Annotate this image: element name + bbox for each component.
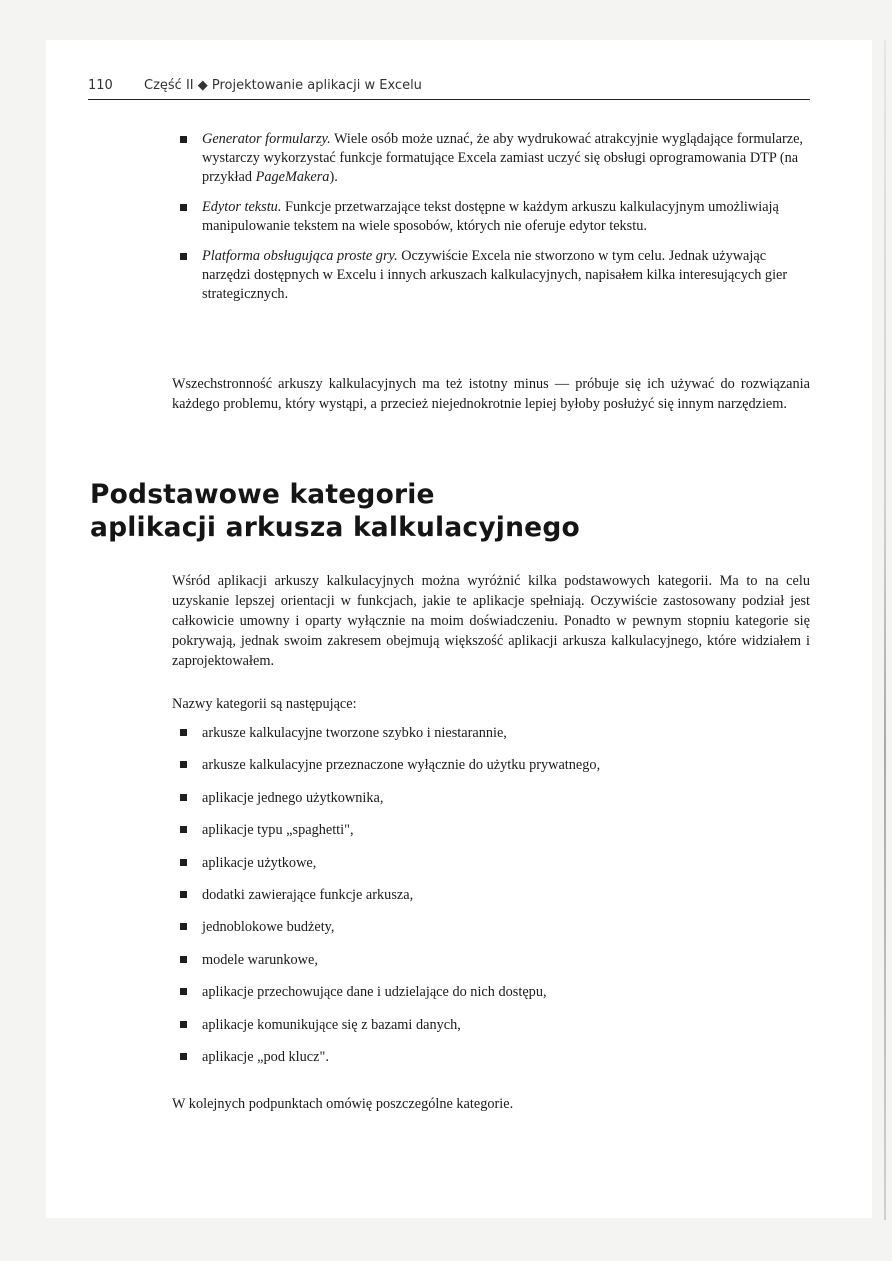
- square-bullet-icon: [180, 988, 187, 995]
- scan-edge-shadow: [884, 40, 886, 1220]
- list-item: [176, 982, 816, 1014]
- section-heading-line1: Podstawowe kategorie: [90, 479, 435, 510]
- feature-bullet-list: [176, 130, 816, 315]
- square-bullet-icon: [180, 891, 187, 898]
- list-item: [176, 198, 816, 236]
- list-item: [176, 853, 816, 885]
- category-label: aplikacje komunikujące się z bazami danych,: [202, 1016, 461, 1033]
- category-label: dodatki zawierające funkcje arkusza,: [202, 886, 414, 903]
- categories-intro: Nazwy kategorii są następujące:: [172, 696, 357, 712]
- section-heading-line2: aplikacji arkusza kalkulacyjnego: [90, 512, 580, 543]
- bullet-text: Oczywiście Excela nie stworzono w tym celu. Jednak używając narzędzi dostępnych w Excelu i innych arkuszach kalkulacyjnych, napisałem kilka interesujących gier strategicznych.: [202, 248, 788, 302]
- header-rule: [88, 99, 810, 100]
- list-item: [176, 950, 816, 982]
- list-item: [176, 788, 816, 820]
- square-bullet-icon: [180, 1053, 187, 1060]
- list-item: [176, 755, 816, 787]
- list-item: [176, 723, 816, 755]
- list-item: [176, 1047, 816, 1079]
- category-list: [176, 723, 816, 1079]
- category-label: modele warunkowe,: [202, 951, 318, 968]
- list-item: [176, 1015, 816, 1047]
- category-label: aplikacje typu „spaghetti",: [202, 822, 354, 839]
- running-header: [88, 78, 810, 93]
- category-label: arkusze kalkulacyjne tworzone szybko i niestarannie,: [202, 725, 507, 741]
- square-bullet-icon: [180, 923, 187, 930]
- bullet-term: Edytor tekstu.: [202, 199, 282, 215]
- square-bullet-icon: [180, 253, 187, 260]
- closing-sentence: W kolejnych podpunktach omówię poszczególne kategorie.: [172, 1096, 514, 1112]
- square-bullet-icon: [180, 136, 187, 143]
- square-bullet-icon: [180, 826, 187, 833]
- square-bullet-icon: [180, 761, 187, 768]
- list-item: [176, 130, 816, 187]
- page-number: 110: [88, 78, 113, 93]
- category-label: aplikacje przechowujące dane i udzielające do nich dostępu,: [202, 984, 547, 1001]
- bullet-term: Generator formularzy.: [202, 131, 331, 147]
- square-bullet-icon: [180, 794, 187, 801]
- section-heading: [90, 478, 810, 544]
- list-item: [176, 885, 816, 917]
- bullet-term-inline: PageMakera: [255, 169, 330, 185]
- square-bullet-icon: [180, 729, 187, 736]
- category-label: arkusze kalkulacyjne przeznaczone wyłącznie do użytku prywatnego,: [202, 757, 601, 774]
- versatility-paragraph: Wszechstronność arkuszy kalkulacyjnych ma też istotny minus — próbuje się ich używać do rozwiązania każdego problemu, który wystąpi, a przecież niejednokrotnie lepiej byłoby posłużyć się innym narzędziem.: [172, 376, 810, 412]
- bullet-text: Funkcje przetwarzające tekst dostępne w każdym arkuszu kalkulacyjnym umożliwiają manipulowanie tekstem na wiele sposobów, których nie oferuje edytor tekstu.: [202, 199, 779, 234]
- square-bullet-icon: [180, 859, 187, 866]
- square-bullet-icon: [180, 204, 187, 211]
- category-label: jednoblokowe budżety,: [202, 919, 335, 936]
- square-bullet-icon: [180, 1021, 187, 1028]
- list-item: [176, 820, 816, 852]
- category-label: aplikacje „pod klucz".: [202, 1048, 329, 1065]
- list-item: [176, 247, 816, 304]
- category-label: aplikacje jednego użytkownika,: [202, 789, 384, 806]
- square-bullet-icon: [180, 956, 187, 963]
- categories-paragraph: Wśród aplikacji arkuszy kalkulacyjnych można wyróżnić kilka podstawowych kategorii. Ma to na celu uzyskanie lepszej orientacji w funkcjach, jakie te aplikacje spełniają. Oczywiście zastosowany podział jest całkowicie umowny i oparty wyłącznie na moim doświadczeniu. Ponadto w pewnym stopniu kategorie się pokrywają, jednak swoim zakresem obejmują większość aplikacji arkusza kalkulacyjnego, które widziałem i zaprojektowałem.: [172, 573, 810, 669]
- list-item: [176, 917, 816, 949]
- bullet-text: Wiele osób może uznać, że aby wydrukować atrakcyjnie wyglądające formularze, wystarczy wykorzystać funkcje formatujące Excela zamiast uczyć się obsługi oprogramowania DTP (na przykład: [202, 131, 803, 185]
- category-label: aplikacje użytkowe,: [202, 854, 317, 871]
- running-title: Część II ◆ Projektowanie aplikacji w Excelu: [144, 78, 422, 93]
- bullet-term: Platforma obsługująca proste gry.: [202, 248, 398, 264]
- bullet-tail: ).: [329, 169, 338, 185]
